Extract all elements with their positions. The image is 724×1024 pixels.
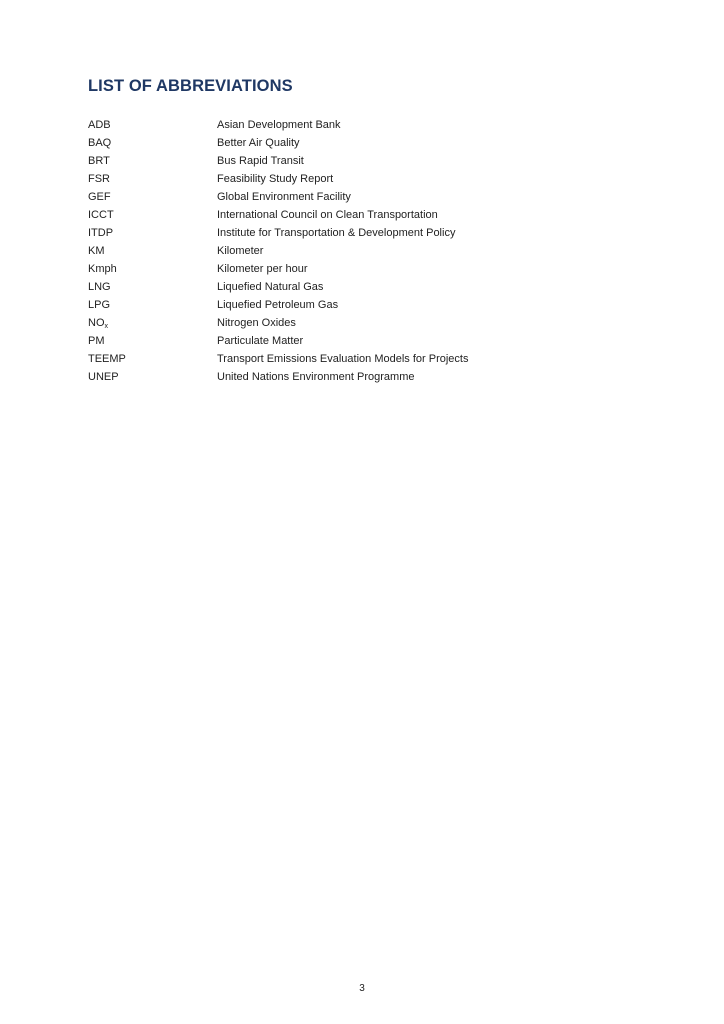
abbreviation-term: ICCT xyxy=(88,209,114,221)
abbreviation-definition: United Nations Environment Programme xyxy=(217,371,415,383)
abbreviation-row xyxy=(88,278,648,296)
abbreviation-row xyxy=(88,188,648,206)
abbreviation-term: BRT xyxy=(88,155,110,167)
abbreviation-term: BAQ xyxy=(88,137,112,149)
abbreviation-row xyxy=(88,296,648,314)
abbreviation-definition: Better Air Quality xyxy=(217,137,300,149)
abbreviation-definition: Feasibility Study Report xyxy=(217,173,334,185)
abbreviation-definition: Bus Rapid Transit xyxy=(217,155,304,167)
abbreviation-term xyxy=(88,314,217,332)
abbreviation-definition: Particulate Matter xyxy=(217,335,304,347)
abbreviation-term-base: NO xyxy=(88,317,105,329)
abbreviation-definition: Kilometer per hour xyxy=(217,263,308,275)
abbreviation-row xyxy=(88,242,648,260)
abbreviation-row xyxy=(88,260,648,278)
abbreviation-row xyxy=(88,152,648,170)
abbreviation-term: LNG xyxy=(88,281,111,293)
abbreviation-row xyxy=(88,368,648,386)
abbreviation-row xyxy=(88,206,648,224)
abbreviation-term: LPG xyxy=(88,299,111,311)
abbreviation-row xyxy=(88,314,648,332)
abbreviation-definition: Global Environment Facility xyxy=(217,191,351,203)
abbreviation-definition: Asian Development Bank xyxy=(217,119,341,131)
abbreviation-definition: Transport Emissions Evaluation Models for Projects xyxy=(217,353,469,365)
abbreviation-list xyxy=(88,116,648,386)
page-number: 3 xyxy=(359,983,365,994)
abbreviation-term: ADB xyxy=(88,119,111,131)
abbreviation-definition: Nitrogen Oxides xyxy=(217,317,296,329)
page-title: LIST OF ABBREVIATIONS xyxy=(88,77,293,95)
abbreviation-row xyxy=(88,116,648,134)
abbreviation-term-subscript: x xyxy=(104,323,108,330)
abbreviation-row xyxy=(88,332,648,350)
abbreviation-row xyxy=(88,134,648,152)
abbreviation-row xyxy=(88,350,648,368)
abbreviation-row xyxy=(88,224,648,242)
abbreviation-term: UNEP xyxy=(88,371,119,383)
abbreviation-definition: Institute for Transportation & Development Policy xyxy=(217,227,456,239)
abbreviation-term: FSR xyxy=(88,173,110,185)
abbreviation-term: GEF xyxy=(88,191,111,203)
abbreviation-term: PM xyxy=(88,335,105,347)
abbreviation-term: KM xyxy=(88,245,105,257)
abbreviation-definition: Kilometer xyxy=(217,245,264,257)
abbreviation-term: TEEMP xyxy=(88,353,126,365)
abbreviation-row xyxy=(88,170,648,188)
abbreviation-definition: International Council on Clean Transportation xyxy=(217,209,438,221)
abbreviation-term: ITDP xyxy=(88,227,114,239)
abbreviation-definition: Liquefied Petroleum Gas xyxy=(217,299,339,311)
abbreviation-term: Kmph xyxy=(88,263,117,275)
abbreviation-definition: Liquefied Natural Gas xyxy=(217,281,324,293)
